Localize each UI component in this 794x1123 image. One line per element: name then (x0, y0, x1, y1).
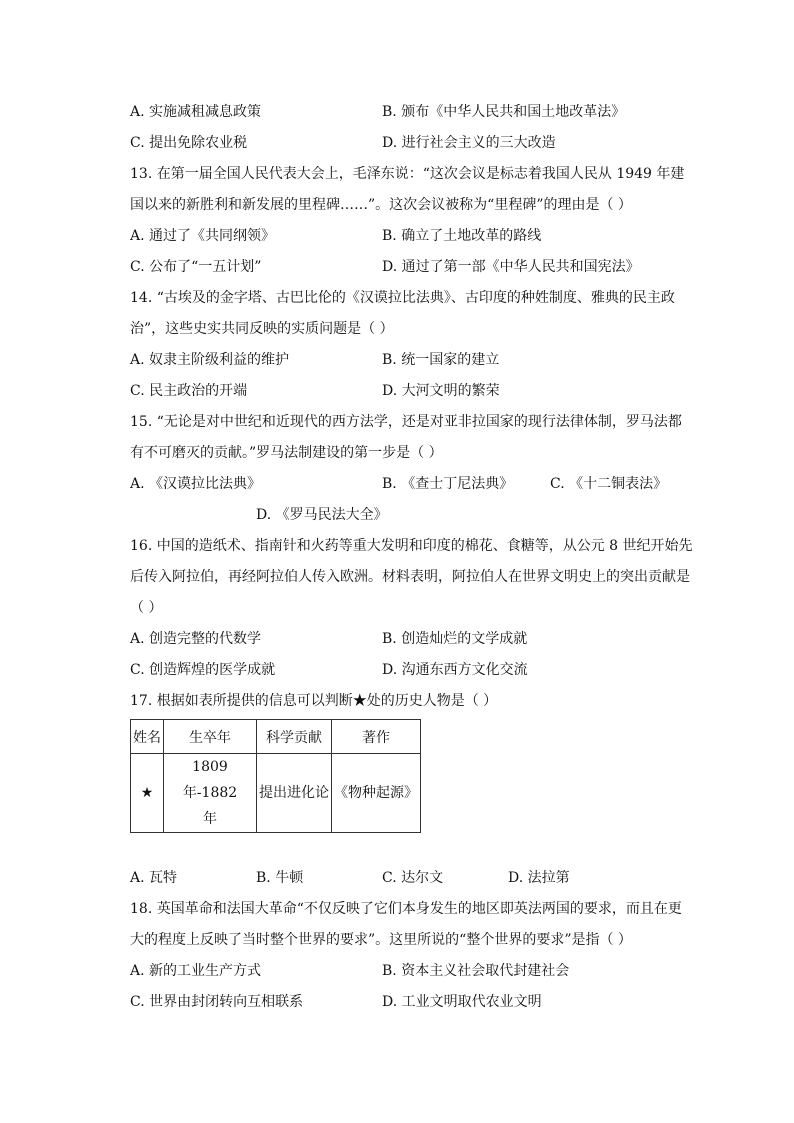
q18-option-c[interactable]: C. 世界由封闭转向互相联系 (130, 994, 304, 1010)
q16-option-b[interactable]: B. 创造灿烂的文学成就 (382, 631, 528, 647)
q13-option-d[interactable]: D. 通过了第一部《中华人民共和国宪法》 (382, 259, 640, 275)
table-header-years: 生卒年 (164, 720, 257, 754)
q17-option-c[interactable]: C. 达尔文 (382, 870, 444, 886)
q14-stem-line-1: 14. “古埃及的金字塔、古巴比伦的《汉谟拉比法典》、古印度的种姓制度、雅典的民主政 (130, 290, 675, 306)
q13-option-c[interactable]: C. 公布了“一五计划” (130, 259, 262, 275)
q18-stem-line-1: 18. 英国革命和法国大革命“不仅反映了它们本身发生的地区即英法两国的要求，而且在更 (130, 901, 682, 917)
q15-stem-line-1: 15. “无论是对中世纪和近现代的西方法学，还是对亚非拉国家的现行法律体制，罗马法都 (130, 414, 682, 430)
q18-stem-line-2: 大的程度上反映了当时整个世界的要求”。这里所说的“整个世界的要求”是指（ ） (130, 932, 632, 948)
q13-options-row-2 (130, 252, 695, 283)
q12-option-a[interactable]: A. 实施减租减息政策 (130, 104, 262, 120)
table-cell-years-line-1: 1809 年-1882 (182, 759, 238, 801)
q14-option-c[interactable]: C. 民主政治的开端 (130, 383, 248, 399)
q17-info-table (130, 719, 421, 833)
q13-stem-line-2: 国以来的新胜利和新发展的里程碑……”。这次会议被称为“里程碑”的理由是（ ） (130, 197, 632, 213)
q16-option-a[interactable]: A. 创造完整的代数学 (130, 631, 262, 647)
table-cell-contribution: 提出进化论 (257, 754, 332, 833)
q13-option-b[interactable]: B. 确立了土地改革的路线 (382, 228, 542, 244)
q17-option-d[interactable]: D. 法拉第 (508, 870, 570, 886)
q14-options-row-2 (130, 376, 695, 407)
table-row (131, 754, 421, 833)
table-cell-work: 《物种起源》 (332, 754, 421, 833)
q16-stem-line-2: 后传入阿拉伯，再经阿拉伯人传入欧洲。材料表明，阿拉伯人在世界文明史上的突出贡献是 (130, 569, 690, 585)
q15-option-c[interactable]: C. 《十二铜表法》 (550, 476, 668, 492)
q13-option-a[interactable]: A. 通过了《共同纲领》 (130, 228, 276, 244)
q14-option-b[interactable]: B. 统一国家的建立 (382, 352, 500, 368)
q13-options-row-1 (130, 221, 695, 252)
q15-option-a[interactable]: A. 《汉谟拉比法典》 (130, 476, 262, 492)
q15-stem-line-2: 有不可磨灭的贡献。”罗马法制建设的第一步是（ ） (130, 445, 443, 461)
q18-options-row-2 (130, 987, 695, 1018)
q14-stem-line-2: 治”，这些史实共同反映的实质问题是（ ） (130, 321, 394, 337)
q18-option-a[interactable]: A. 新的工业生产方式 (130, 963, 262, 979)
q12-options-row-1 (130, 97, 695, 128)
q17-option-a[interactable]: A. 瓦特 (130, 870, 178, 886)
q18-option-d[interactable]: D. 工业文明取代农业文明 (382, 994, 542, 1010)
table-header-name: 姓名 (131, 720, 164, 754)
table-header-contribution: 科学贡献 (257, 720, 332, 754)
q18-options-row-1 (130, 956, 695, 987)
q18-option-b[interactable]: B. 资本主义社会取代封建社会 (382, 963, 570, 979)
q12-option-d[interactable]: D. 进行社会主义的三大改造 (382, 135, 556, 151)
q13-stem-line-1: 13. 在第一届全国人民代表大会上，毛泽东说：“这次会议是标志着我国人民从 1949 年建 (130, 166, 685, 182)
q16-options-row-1 (130, 624, 695, 655)
q15-option-b[interactable]: B. 《查士丁尼法典》 (382, 476, 514, 492)
q12-option-b[interactable]: B. 颁布《中华人民共和国土地改革法》 (382, 104, 626, 120)
table-header-row (131, 720, 421, 754)
q16-stem-line-1: 16. 中国的造纸术、指南针和火药等重大发明和印度的棉花、食糖等，从公元 8 世纪开始先 (130, 538, 693, 554)
q15-option-d[interactable]: D. 《罗马民法大全》 (256, 507, 388, 523)
q17-options-row (130, 863, 695, 894)
q15-options-row-1 (130, 469, 695, 500)
q16-option-d[interactable]: D. 沟通东西方文化交流 (382, 662, 528, 678)
q17-stem-line-1: 17. 根据如表所提供的信息可以判断★处的历史人物是（ ） (130, 693, 498, 709)
table-header-work: 著作 (332, 720, 421, 754)
q17-option-b[interactable]: B. 牛顿 (256, 870, 304, 886)
q16-option-c[interactable]: C. 创造辉煌的医学成就 (130, 662, 276, 678)
q14-option-a[interactable]: A. 奴隶主阶级利益的维护 (130, 352, 290, 368)
table-cell-years-line-2: 年 (203, 811, 217, 827)
table-cell-name: ★ (131, 754, 164, 833)
q15-options-row-2 (130, 500, 695, 531)
q14-options-row-1 (130, 345, 695, 376)
q12-options-row-2 (130, 128, 695, 159)
q14-option-d[interactable]: D. 大河文明的繁荣 (382, 383, 500, 399)
question-page (130, 97, 695, 1018)
q12-option-c[interactable]: C. 提出免除农业税 (130, 135, 248, 151)
q16-stem-line-3: （ ） (130, 600, 163, 616)
q16-options-row-2 (130, 655, 695, 686)
table-cell-years (164, 754, 257, 833)
